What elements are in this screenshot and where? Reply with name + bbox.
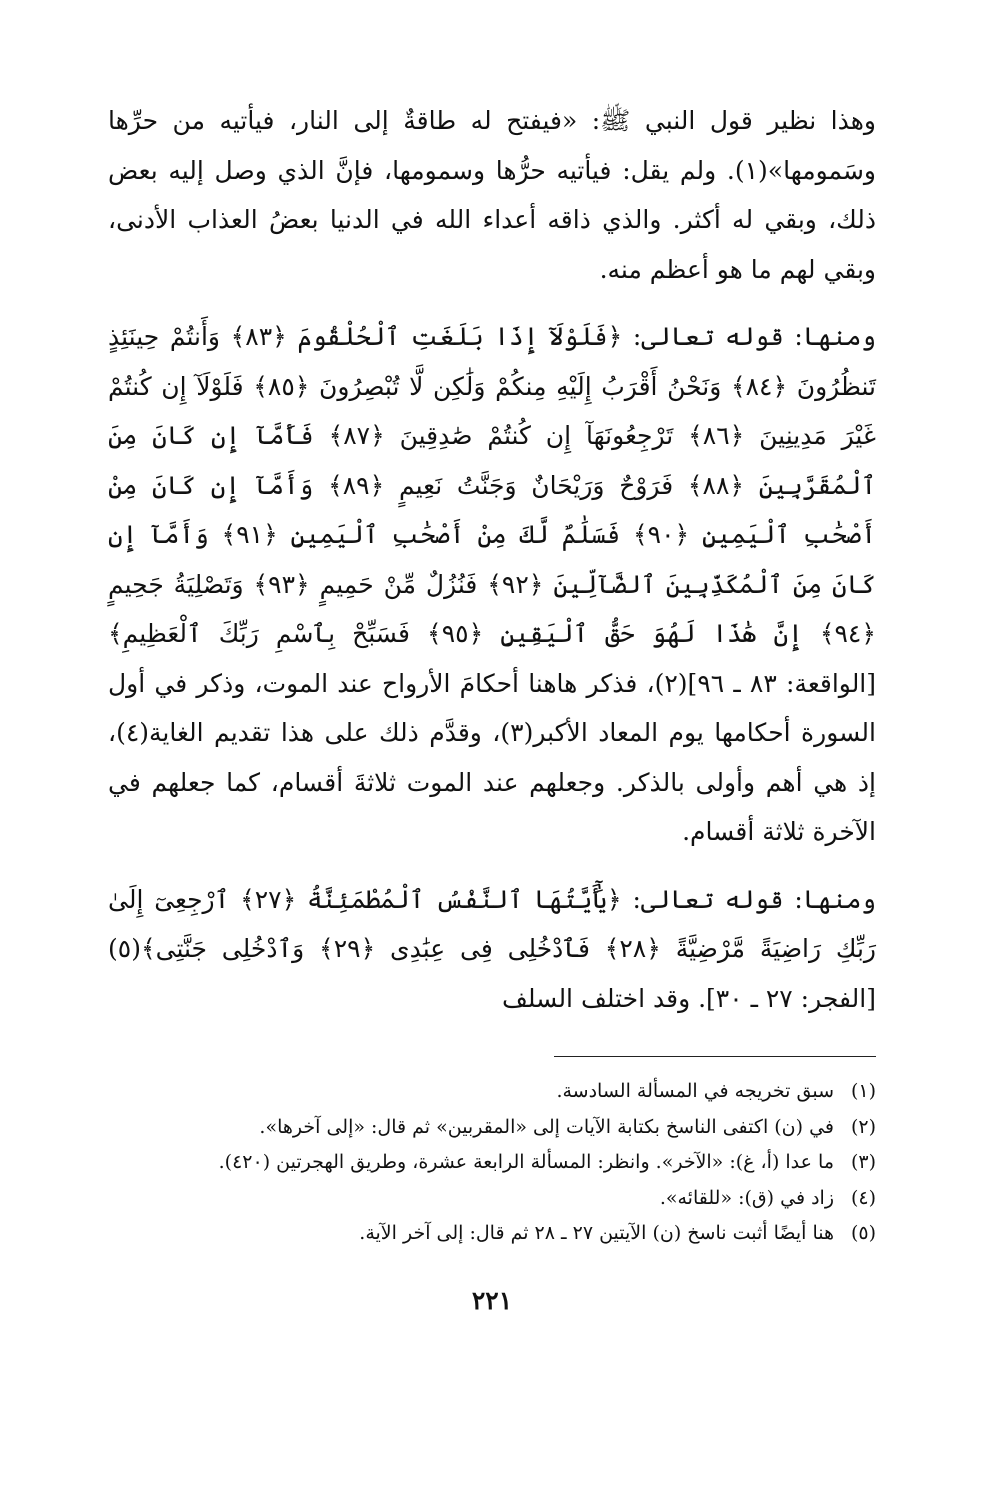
footnote-number: (٣) (850, 1151, 876, 1173)
footnote-number: (٥) (850, 1222, 876, 1244)
footnote-text: ما عدا (أ، غ): «الآخر». وانظر: المسألة الرابعة عشرة، وطريق الهجرتين (٤٢٠). (218, 1151, 834, 1173)
footnote-text: سبق تخريجه في المسألة السادسة. (556, 1080, 834, 1102)
footnote-item (108, 1110, 876, 1146)
main-text (108, 96, 876, 1023)
footnote-item (108, 1216, 876, 1252)
document-page (108, 96, 876, 1445)
footnote-item (108, 1145, 876, 1181)
footnote-item (108, 1181, 876, 1217)
paragraph-1: وهذا نظير قول النبي ﷺ: «فيفتح له طاقةٌ إلى النار، فيأتيه من حرِّها وسَمومها»(١). ولم يقل: فيأتيه حرُّها وسمومها، فإنَّ الذي وصل إليه بعض ذلك، وبقي له أكثر. والذي ذاقه أعداء الله في الدنيا بعضُ العذاب الأدنى، وبقي لهم ما هو أعظم منه. (108, 106, 876, 284)
footnote-text: زاد في (ق): «للقائه». (659, 1186, 834, 1209)
footnote-item (108, 1074, 876, 1110)
footnote-divider (554, 1056, 876, 1057)
page-number: ٢٢١ (471, 1286, 513, 1315)
footnote-number: (٢) (850, 1115, 876, 1138)
footnote-text: في (ن) اكتفى الناسخ بكتابة الآيات إلى «المقربين» ثم قال: «إلى آخرها». (259, 1115, 834, 1138)
footnote-number: (٤) (850, 1186, 876, 1209)
footnote-number: (١) (850, 1080, 876, 1102)
paragraph-2: ومنها: قوله تعالى: ﴿فَلَوْلَآ إِذَا بَلَغَتِ ٱلْحُلْقُومَ ﴿٨٣﴾ وَأَنتُمْ حِينَئِذٍ تَنظُرُونَ ﴿٨٤﴾ وَنَحْنُ أَقْرَبُ إِلَيْهِ مِنكُمْ وَلَٰكِن لَّا تُبْصِرُونَ ﴿٨٥﴾ فَلَوْلَآ إِن كُنتُمْ غَيْرَ مَدِينِينَ ﴿٨٦﴾ تَرْجِعُونَهَآ إِن كُنتُمْ صَٰدِقِينَ ﴿٨٧﴾ فَأَمَّآ إِن كَانَ مِنَ ٱلْمُقَرَّبِينَ ﴿٨٨﴾ فَرَوْحٌ وَرَيْحَانٌ وَجَنَّتُ نَعِيمٍ ﴿٨٩﴾ وَأَمَّآ إِن كَانَ مِنْ أَصْحَٰبِ ٱلْيَمِينِ ﴿٩٠﴾ فَسَلَٰمٌ لَّكَ مِنْ أَصْحَٰبِ ٱلْيَمِينِ ﴿٩١﴾ وَأَمَّآ إِن كَانَ مِنَ ٱلْمُكَذِّبِينَ ٱلضَّآلِّينَ ﴿٩٢﴾ فَنُزُلٌ مِّنْ حَمِيمٍ ﴿٩٣﴾ وَتَصْلِيَةُ جَحِيمٍ ﴿٩٤﴾ إِنَّ هَٰذَا لَهُوَ حَقُّ ٱلْيَقِينِ ﴿٩٥﴾ فَسَبِّحْ بِٱسْمِ رَبِّكَ ٱلْعَظِيمِ﴾ [الواقعة: ٨٣ ـ ٩٦](٢)، فذكر هاهنا أحكامَ الأرواح عند الموت، وذكر في أول السورة أحكامها يوم المعاد الأكبر(٣)، وقدَّم ذلك على هذا تقديم الغاية(٤)، إذ هي أهم وأولى بالذكر. وجعلهم عند الموت ثلاثةَ أقسام، كما جعلهم في الآخرة ثلاثة أقسام. (108, 322, 877, 846)
paragraph-3: ومنها: قوله تعالى: ﴿يَٰٓأَيَّتُهَا ٱلنَّفْسُ ٱلْمُطْمَئِنَّةُ ﴿٢٧﴾ ٱرْجِعِىٓ إِلَىٰ رَبِّكِ رَاضِيَةً مَّرْضِيَّةً ﴿٢٨﴾ فَٱدْخُلِى فِى عِبَٰدِى ﴿٢٩﴾ وَٱدْخُلِى جَنَّتِى﴾(٥) [الفجر: ٢٧ ـ ٣٠]. وقد اختلف السلف (108, 884, 876, 1013)
footnote-text: هنا أيضًا أثبت ناسخ (ن) الآيتين ٢٧ ـ ٢٨ ثم قال: إلى آخر الآية. (359, 1222, 834, 1244)
footnotes (108, 1074, 876, 1252)
